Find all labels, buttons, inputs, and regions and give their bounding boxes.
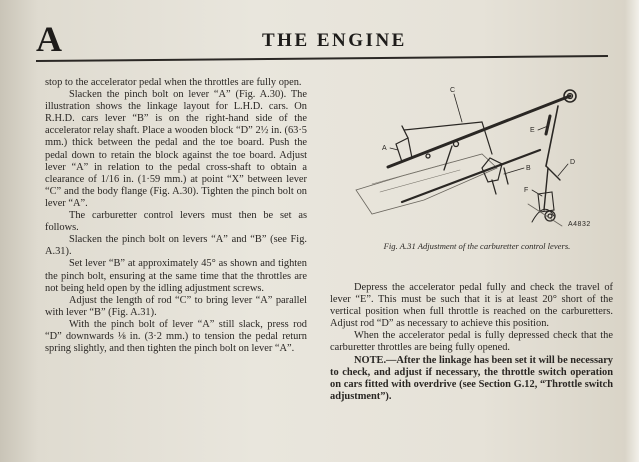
paragraph: When the accelerator pedal is fully depressed check that the carburetter throttles are being fully opened.: [330, 330, 613, 354]
page-title: THE ENGINE: [262, 30, 407, 51]
figure-code: A4832: [568, 221, 591, 228]
linkage-illustration: [332, 72, 616, 255]
label-f: F: [524, 187, 529, 194]
paragraph: With the pinch bolt of lever “A” still slack, press rod “D” downwards ⅛ in. (3·2 mm.) to tension the pedal return spring slightly, and then tighten the pinch bolt on lever “A”.: [45, 318, 307, 355]
label-e: E: [530, 127, 535, 134]
note-paragraph: NOTE.—After the linkage has been set it will be necessary to check, and adjust if necessary, the throttle switch operation on cars fitted with overdrive (see Section G.12, “Throttle switch adjustment”).: [330, 354, 613, 402]
label-c: C: [450, 87, 456, 94]
paragraph: Adjust the length of rod “C” to bring lever “A” parallel with lever “B” (Fig. A.31).: [45, 294, 307, 318]
label-b: B: [526, 165, 531, 172]
paragraph: Depress the accelerator pedal fully and check the travel of lever “E”. This must be such that it is at least 20° short of the vertical position when full throttle is reached on the carburetters. Adjust rod “D” as necessary to achieve this position.: [330, 282, 613, 330]
header-rule: [36, 55, 608, 62]
label-d: D: [570, 159, 576, 166]
right-column: [330, 282, 613, 403]
paragraph: Slacken the pinch bolt on levers “A” and “B” (see Fig. A.31).: [45, 234, 307, 258]
paragraph: Set lever “B” at approximately 45° as shown and tighten the pinch bolt, ensuring at the same time that the throttles are not being held open by the idling adjustment screws.: [45, 258, 307, 294]
paragraph: Slacken the pinch bolt on lever “A” (Fig. A.30). The illustration shows the linkage layout for L.H.D. cars. On R.H.D. cars lever “B” is on the right-hand side of the accelerator relay shaft. Place a wooden block “D” 2½ in. (63·5 mm.) thick between the pedal and the toe board. Push the pedal down to retain the block against the toe board. Adjust lever “A” in relation to the pedal cross-shaft to obtain a clearance of 1/16 in. (1·59 mm.) at point “X” between lever “C” and the body flange (Fig. A.30). Tighten the pinch bolt on lever “A”.: [45, 89, 307, 209]
paragraph: stop to the accelerator pedal when the throttles are fully open.: [45, 77, 302, 88]
label-a: A: [382, 145, 387, 152]
section-letter: A: [36, 19, 62, 59]
figure-caption: Fig. A.31 Adjustment of the carburetter control levers.: [383, 241, 571, 251]
left-column: [45, 77, 307, 355]
paragraph: The carburetter control levers must then be set as follows.: [45, 210, 307, 234]
